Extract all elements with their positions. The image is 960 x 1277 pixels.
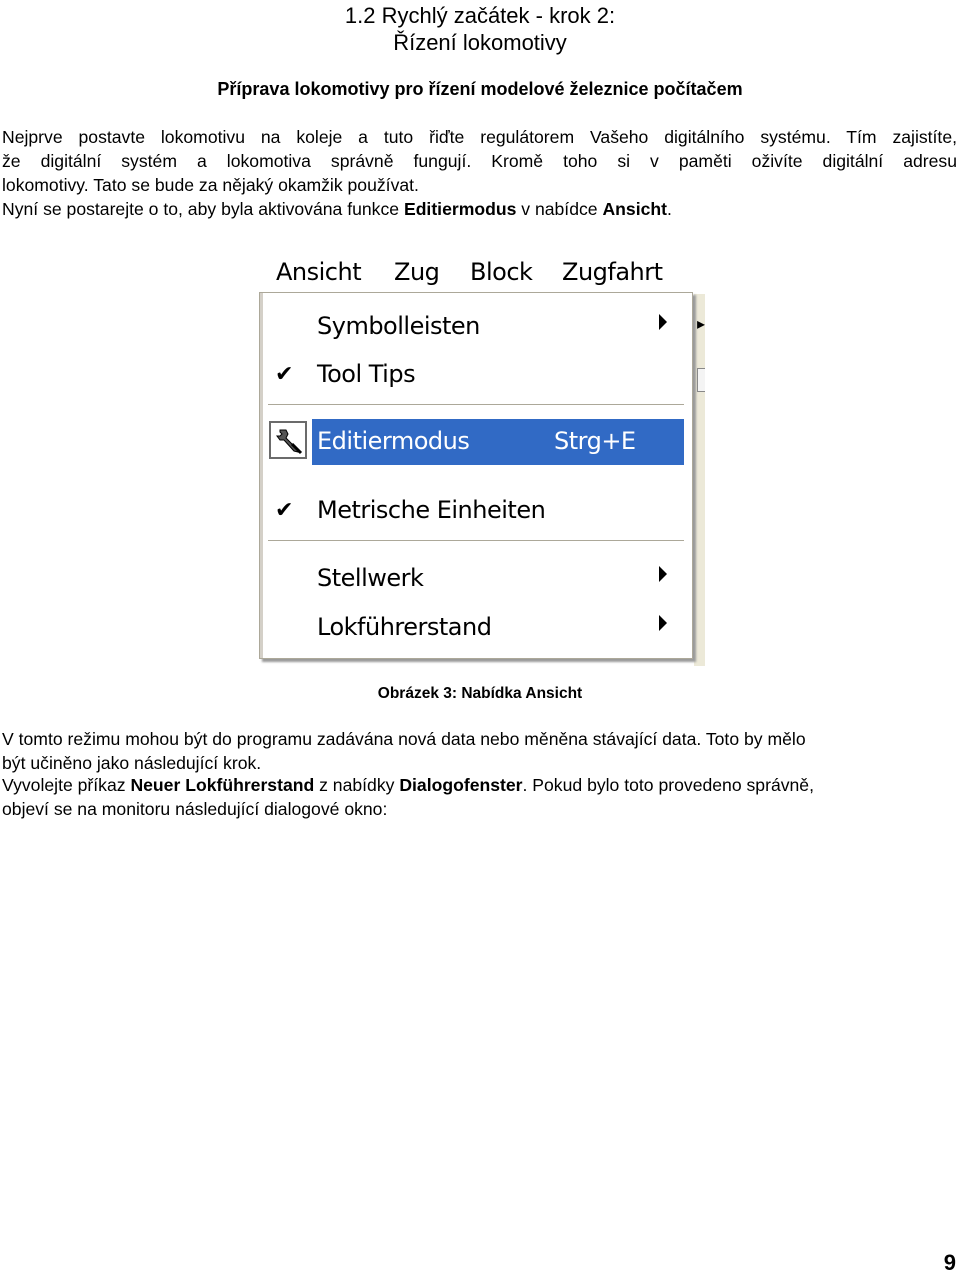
- menu-item-stellwerk[interactable]: [260, 556, 692, 600]
- intro-line-4: Nyní se postarejte o to, aby byla aktivována funkce Editiermodus v nabídce Ansicht.: [2, 199, 672, 219]
- submenu-arrow-icon: [659, 615, 667, 631]
- menu-item-label: Stellwerk: [317, 564, 424, 592]
- neuer-lokfuehrerstand-term: Neuer Lokführerstand: [130, 775, 315, 795]
- after-line-4: objeví se na monitoru následující dialogové okno:: [2, 799, 388, 819]
- after-paragraph: [2, 727, 957, 775]
- menu-item-metrische-einheiten[interactable]: [260, 488, 692, 532]
- page-number: 9: [943, 1250, 956, 1275]
- after-line-2: být učiněno jako následující krok.: [2, 753, 262, 773]
- ansicht-menu: [259, 292, 693, 659]
- checkmark-icon: ✔: [275, 498, 294, 523]
- background-control: [697, 368, 705, 392]
- menubar-item-ansicht[interactable]: Ansicht: [276, 258, 362, 286]
- intro-line-3: lokomotivy. Tato se bude za nějaký okamžik používat.: [2, 175, 419, 195]
- checkmark-icon: ✔: [275, 362, 294, 387]
- figure-caption: Obrázek 3: Nabídka Ansicht: [377, 685, 583, 702]
- menu-item-symbolleisten[interactable]: [260, 304, 692, 348]
- menu-item-label: Tool Tips: [317, 360, 416, 388]
- intro-line-1: Nejprve postavte lokomotivu na koleje a tuto řiďte regulátorem Vašeho digitálního systému. Tím zajistíte,: [2, 127, 957, 147]
- editiermodus-term: Editiermodus: [403, 199, 517, 219]
- menu-item-editiermodus[interactable]: [260, 419, 692, 463]
- menubar-item-block[interactable]: Block: [470, 258, 533, 286]
- menubar-item-zug[interactable]: Zug: [394, 258, 440, 286]
- background-window: [694, 294, 705, 666]
- menu-item-label: Metrische Einheiten: [317, 496, 546, 524]
- menu-separator: [268, 404, 684, 405]
- menubar-item-zugfahrt[interactable]: Zugfahrt: [562, 258, 663, 286]
- menu-item-shortcut: Strg+E: [554, 427, 636, 455]
- menu-separator: [268, 540, 684, 541]
- submenu-arrow-icon: [659, 314, 667, 330]
- menu-item-label: Symbolleisten: [317, 312, 480, 340]
- intro-paragraph: [2, 125, 957, 221]
- after-line-1: V tomto režimu mohou být do programu zadávána nová data nebo měněna stávající data. Toto by mělo: [2, 729, 806, 749]
- menubar: [254, 248, 705, 294]
- menu-item-lokfuehrerstand[interactable]: [260, 605, 692, 649]
- after-line-3: Vyvolejte příkaz Neuer Lokführerstand z nabídky Dialogofenster. Pokud bylo toto provedeno správně,: [2, 775, 814, 795]
- wrench-icon: [269, 421, 307, 459]
- menu-item-tool-tips[interactable]: [260, 352, 692, 396]
- heading-subtitle-line: Řízení lokomotivy: [393, 30, 567, 55]
- ansicht-term: Ansicht: [602, 199, 667, 219]
- section-subtitle: Příprava lokomotivy pro řízení modelové železnice počítačem: [217, 79, 743, 99]
- dialogofenster-term: Dialogofenster: [399, 775, 523, 795]
- menu-item-label: Lokführerstand: [317, 613, 492, 641]
- intro-line-2: že digitální systém a lokomotiva správně fungují. Kromě toho si v paměti oživíte digitální adresu: [2, 151, 957, 171]
- background-arrow-icon: ▸: [697, 314, 705, 333]
- heading-title: 1.2 Rychlý začátek - krok 2:: [344, 3, 616, 28]
- submenu-arrow-icon: [659, 566, 667, 582]
- instruction-paragraph: [2, 773, 957, 821]
- menu-screenshot: [254, 248, 705, 666]
- menu-item-label: Editiermodus: [317, 427, 470, 455]
